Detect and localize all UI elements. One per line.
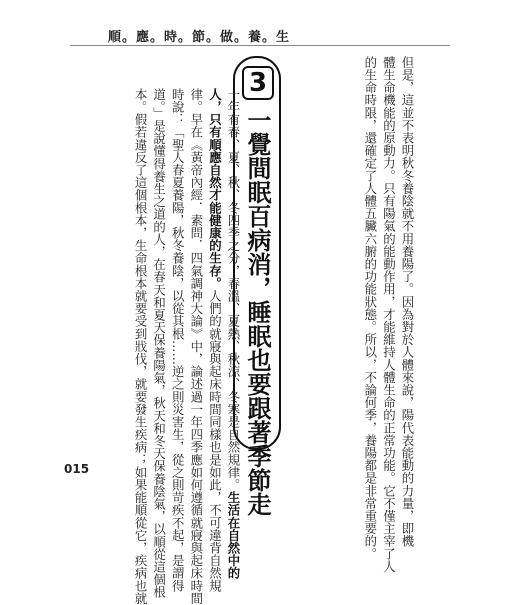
page-number: 015 — [64, 462, 90, 476]
running-title: 順。應。時。節。做。養。生 — [108, 30, 291, 45]
text-column: 體生命機能的原動力。只有陽氣的能動作用，才能維持人體生命的正常功能。它不僅主宰了人 — [381, 56, 397, 573]
text-run: 一年有春、夏、秋、冬四季之分，春溫、夏熱、秋涼、冬寒是自然規律。 — [226, 88, 241, 492]
text-column: 道。」是說懂得養生之道的人，在春天和夏天保養陽氣，秋天和冬天保養陰氣，以順從這個根 — [151, 88, 167, 599]
text-column: 但是，這並不表明秋冬養陰就不用養陽了。因為對於人體來說，陽代表能動的力量，即機 — [400, 56, 415, 548]
text-column — [223, 88, 242, 580]
text-run: 人們的就寢與起床時間同樣也是如此，不可違背自然規 — [207, 289, 223, 593]
upper-text-block — [360, 56, 416, 573]
emphasis-text: 人，只有順應自然才能健康的生存。 — [207, 88, 223, 290]
chapter-number: 3 — [242, 66, 274, 100]
header-rule — [70, 45, 450, 46]
text-column — [205, 88, 224, 593]
emphasis-text: 生活在自然中的 — [226, 491, 241, 580]
text-column: 律。早在《黃帝內經．素問．四氣調神大論》中，論述過一年四季應如何遵循就寢與起床時間 — [188, 88, 204, 605]
text-column: 的生命時限，還確定了人體五臟六腑的功能狀態。所以，不論何季，養陽都是非常重要的。 — [362, 56, 378, 560]
text-column: 本。假若違反了這個根本，生命根本就要受到戕伐，就要發生疾病；如果能順從它，疾病也就 — [133, 88, 149, 605]
text-column: 時說：「聖人春夏養陽，秋冬養陰，以從其根……逆之則災害生，從之則苛疾不起，是謂得 — [170, 88, 186, 592]
lower-text-block — [130, 88, 242, 605]
chapter-title: 一覺間眠百病消，睡眠也要跟著季節走 — [243, 108, 271, 516]
